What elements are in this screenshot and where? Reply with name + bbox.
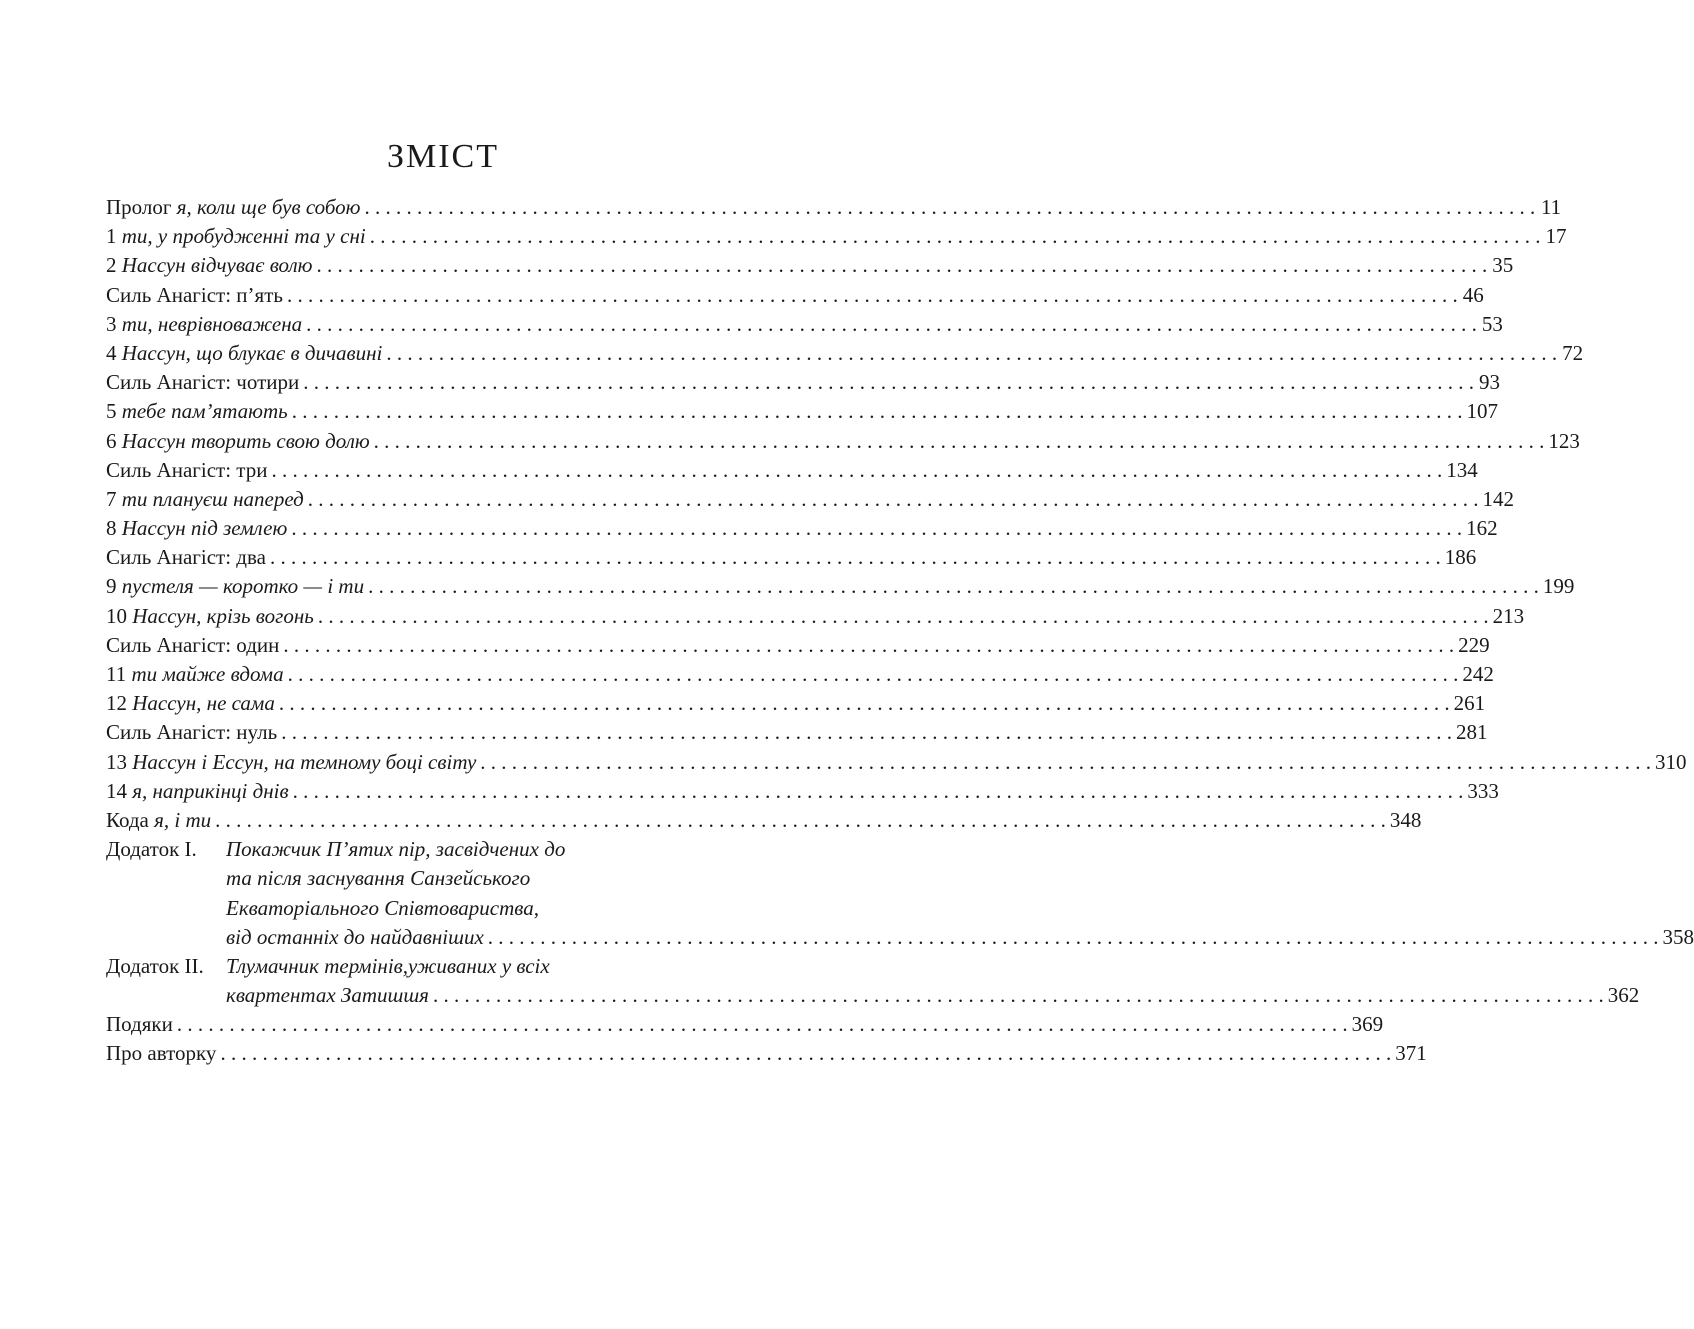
toc-entry-about-author[interactable] [106, 1039, 1427, 1068]
dot-leader [216, 1039, 1395, 1068]
page-number: 123 [1548, 428, 1580, 453]
dot-leader [302, 310, 1481, 339]
page-number: 348 [1389, 807, 1422, 832]
entry-title [106, 281, 283, 310]
entry-title [106, 602, 314, 631]
toc-entry[interactable] [106, 514, 1498, 543]
entry-prefix: Силь Анагіст: п’ять [106, 282, 283, 307]
entry-title [106, 427, 370, 456]
toc-entry[interactable] [106, 543, 1477, 572]
dot-leader [173, 1010, 1352, 1039]
dot-leader [429, 981, 1608, 1010]
entry-title [106, 718, 277, 747]
entry-title [106, 806, 211, 835]
toc-entry-appendix-2[interactable] [106, 952, 722, 981]
dot-leader [275, 689, 1454, 718]
entry-prefix: 10 [106, 603, 133, 628]
dot-leader [299, 368, 1478, 397]
page-title: ЗМІСТ [386, 138, 500, 175]
entry-italic-title: Нассун відчуває волю [121, 253, 313, 278]
entry-title [106, 514, 287, 543]
toc-entry[interactable] [106, 427, 1580, 456]
entry-italic-title: ти, неврівноважена [121, 311, 303, 336]
dot-leader [366, 222, 1545, 251]
dot-leader [314, 602, 1493, 631]
toc-entry[interactable] [106, 368, 1500, 397]
page-number: 358 [1662, 924, 1694, 949]
entry-label: Подяки [106, 1012, 173, 1037]
toc-entry-acknowledgements[interactable] [106, 1010, 1384, 1039]
entry-italic-title: ти майже вдома [131, 662, 284, 686]
dot-leader [287, 514, 1466, 543]
page-number: 93 [1479, 370, 1500, 395]
toc-entry-appendix-1[interactable] [106, 835, 722, 864]
entry-label: Про авторку [106, 1041, 217, 1066]
page-number: 371 [1395, 1041, 1427, 1066]
toc-entry[interactable] [106, 602, 1525, 631]
entry-title [106, 689, 275, 718]
entry-prefix: Силь Анагіст: нуль [106, 720, 278, 745]
entry-prefix: 11 [106, 662, 132, 686]
entry-italic-title: я, коли ще був собою [176, 195, 361, 219]
dot-leader [289, 777, 1468, 806]
page-number: 162 [1466, 516, 1498, 541]
toc-entry[interactable] [106, 397, 1498, 426]
page-number: 46 [1462, 282, 1484, 307]
toc-entry[interactable] [106, 251, 1514, 280]
entry-italic-title: пустеля — коротко — і ти [121, 574, 365, 599]
entry-prefix: 13 [106, 749, 133, 774]
entry-italic-title: Нассун під землею [121, 516, 288, 541]
page-number: 134 [1446, 457, 1478, 482]
entry-prefix: Кода [106, 807, 155, 832]
entry-title [106, 193, 360, 222]
entry-prefix: 14 [106, 778, 133, 803]
table-of-contents [106, 193, 1694, 1069]
appendix-1-line: та після заснування Санзейського [226, 866, 531, 891]
entry-italic-title: Нассун і Ессун, на темному боці світу [132, 749, 477, 774]
entry-title [106, 222, 366, 251]
entry-title [106, 397, 288, 426]
entry-italic-title: Нассун, не сама [132, 691, 275, 716]
entry-prefix: Силь Анагіст: два [106, 545, 266, 570]
appendix-1-line: Покажчик П’ятих пір, засвідчених до [226, 837, 566, 862]
entry-prefix: 12 [106, 691, 133, 716]
toc-entry[interactable] [106, 689, 1486, 718]
dot-leader [364, 572, 1543, 601]
entry-title [106, 310, 302, 339]
entry-italic-title: Нассун, що блукає в дичавині [121, 340, 383, 365]
dot-leader [267, 456, 1446, 485]
dot-leader [370, 427, 1549, 456]
entry-title [106, 631, 279, 660]
appendix-2-line: квартентах Затишшя [226, 983, 429, 1008]
entry-title [106, 572, 364, 601]
entry-prefix: 7 [106, 486, 122, 511]
toc-entry[interactable] [106, 806, 1422, 835]
dot-leader [360, 193, 1539, 222]
toc-entry[interactable] [106, 281, 1484, 310]
page-number: 17 [1545, 224, 1567, 249]
page-number: 35 [1492, 253, 1514, 278]
entry-italic-title: ти, у пробудженні та у сні [121, 224, 366, 249]
entry-italic-title: Нассун, крізь вогонь [132, 603, 314, 628]
page-number: 242 [1462, 662, 1494, 686]
entry-prefix: Пролог [106, 195, 177, 219]
entry-prefix: 4 [106, 340, 122, 365]
page-number: 199 [1542, 574, 1575, 599]
page-number: 310 [1655, 749, 1687, 774]
entry-italic-title: я, і ти [154, 807, 212, 832]
entry-prefix: Силь Анагіст: три [106, 457, 268, 482]
entry-italic-title: Нассун творить свою долю [121, 428, 370, 453]
entry-prefix: 8 [106, 516, 122, 541]
dot-leader [277, 718, 1456, 747]
entry-prefix: Силь Анагіст: чотири [106, 370, 300, 395]
appendix-2-label: Додаток ІІ. [106, 953, 204, 978]
dot-leader [211, 806, 1390, 835]
entry-title [106, 660, 284, 689]
entry-italic-title: тебе пам’ятають [121, 399, 288, 424]
entry-title [106, 456, 267, 485]
dot-leader [382, 339, 1561, 368]
page-number: 333 [1467, 778, 1499, 803]
appendix-2-line: Тлумачник термінів,уживаних у всіх [226, 953, 550, 978]
appendix-1-line: Екваторіального Співтовариства, [226, 895, 540, 920]
toc-entry[interactable] [106, 485, 1514, 514]
dot-leader [312, 251, 1491, 280]
entry-title [106, 251, 312, 280]
page-number: 53 [1481, 311, 1503, 336]
entry-prefix: 3 [106, 311, 122, 336]
toc-entry[interactable] [106, 748, 1687, 777]
appendix-1-line: від останніх до найдавніших [226, 924, 484, 949]
page-number: 11 [1540, 195, 1562, 219]
page-number: 142 [1482, 486, 1514, 511]
toc-entry[interactable] [106, 660, 1494, 689]
dot-leader [484, 923, 1663, 952]
entry-prefix: 9 [106, 574, 122, 599]
entry-title [106, 543, 266, 572]
appendix-1-label: Додаток І. [106, 837, 197, 862]
entry-prefix: Силь Анагіст: один [106, 632, 280, 657]
toc-entry[interactable] [106, 718, 1488, 747]
entry-prefix: 2 [106, 253, 122, 278]
dot-leader [279, 631, 1458, 660]
dot-leader [304, 485, 1483, 514]
dot-leader [476, 748, 1655, 777]
page-number: 362 [1607, 983, 1640, 1008]
page-number: 213 [1492, 603, 1525, 628]
page-number: 229 [1458, 632, 1490, 657]
page-number: 107 [1466, 399, 1498, 424]
page-number: 186 [1444, 545, 1477, 570]
entry-title [106, 777, 289, 806]
page-number: 72 [1562, 340, 1584, 365]
toc-entry[interactable] [106, 572, 1575, 601]
entry-italic-title: ти плануєш наперед [121, 486, 304, 511]
page-number: 281 [1455, 720, 1488, 745]
page-number: 261 [1453, 691, 1486, 716]
entry-prefix: 5 [106, 399, 122, 424]
entry-title [106, 368, 299, 397]
toc-entry[interactable] [106, 339, 1584, 368]
entry-title [106, 485, 304, 514]
toc-entry[interactable] [106, 310, 1503, 339]
toc-entry[interactable] [106, 193, 1562, 222]
dot-leader [266, 543, 1445, 572]
dot-leader [288, 397, 1467, 426]
entry-title [106, 748, 476, 777]
page-number: 369 [1351, 1012, 1384, 1037]
dot-leader [283, 281, 1462, 310]
toc-entry[interactable] [106, 456, 1478, 485]
entry-title [106, 339, 382, 368]
entry-prefix: 1 [106, 224, 122, 249]
dot-leader [284, 660, 1463, 689]
entry-prefix: 6 [106, 428, 122, 453]
toc-entry[interactable] [106, 222, 1567, 251]
entry-italic-title: я, наприкінці днів [132, 778, 289, 803]
toc-entry[interactable] [106, 631, 1490, 660]
toc-entry[interactable] [106, 777, 1499, 806]
